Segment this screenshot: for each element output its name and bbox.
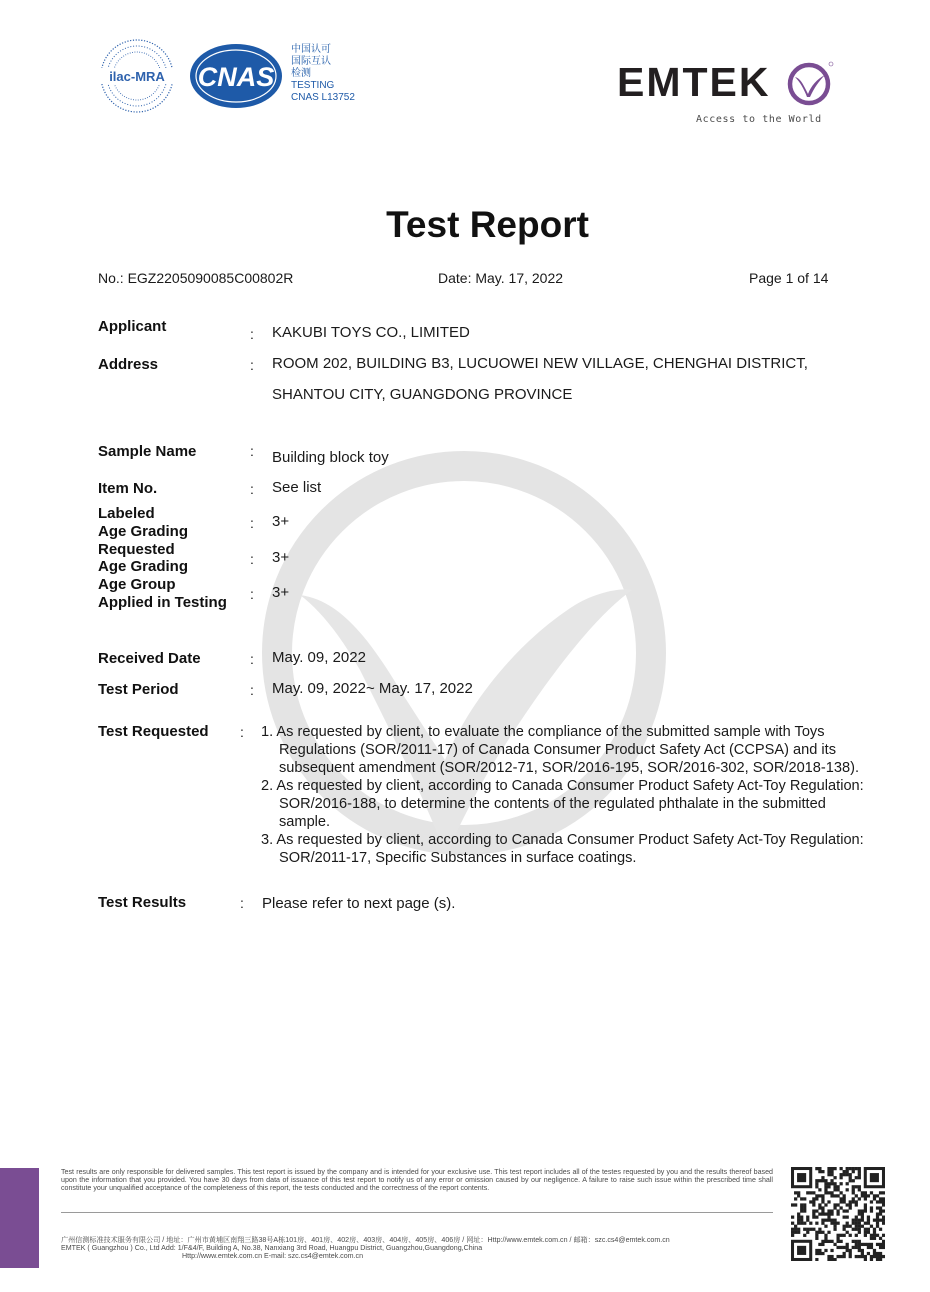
test-requested-item: 3. As requested by client, according to Canada Consumer Product Safety Act-Toy Regulation: SOR/2011-17, Specific Substances in surface coatings. <box>261 832 864 866</box>
footer-brand-bar <box>0 1168 39 1268</box>
applicant-value: KAKUBI TOYS CO., LIMITED <box>272 324 470 341</box>
emtek-logo-text: EMTEK <box>617 59 771 105</box>
address-label: Address <box>98 356 159 373</box>
emtek-check-icon <box>786 60 834 108</box>
footer-disclaimer: Test results are only responsible for delivered samples. This test report is issued by the company and is intended for your exclusive use. This test report includes all of the testes requested by you and the results thereof based upon the information that you provided. You have 30 days from data of issuance of this test report to notify us of any error or omission caused by our negligence. A failure to raise such issue within the prescribed time shall constitute your unqualified acceptance of the completeness of this report, the tests conducted and the correctness of the report contents. <box>61 1168 773 1193</box>
sample-name-label: Sample Name <box>98 443 197 460</box>
colon: : <box>250 586 254 602</box>
test-period-label: Test Period <box>98 681 179 698</box>
requested-age-value: 3+ <box>272 549 290 566</box>
ilac-mra-logo <box>97 37 177 115</box>
report-title: Test Report <box>386 204 589 245</box>
requested-age-label-1: Requested <box>98 541 175 558</box>
footer-address-en: EMTEK ( Guangzhou ) Co., Ltd Add: 1/F&4/F, Building A, No.38, Nanxiang 3rd Road, Huangpu District, Guangzhou,Guangdong,China <box>61 1244 483 1253</box>
test-requested-label: Test Requested <box>98 723 209 740</box>
qr-code <box>791 1167 885 1261</box>
cnas-line: 国际互认 <box>291 56 331 67</box>
age-group-label-1: Age Group <box>98 576 176 593</box>
footer-address <box>61 1236 670 1261</box>
colon: : <box>250 551 254 567</box>
colon: : <box>240 724 244 740</box>
footer-web-email: Http://www.emtek.com.cn E-mail: szc.cs4@emtek.com.cn <box>182 1252 364 1261</box>
test-period-value: May. 09, 2022~ May. 17, 2022 <box>272 680 473 697</box>
requested-age-label-2: Age Grading <box>98 558 189 575</box>
test-requested-item: 2. As requested by client, according to Canada Consumer Product Safety Act-Toy Regulation: SOR/2016-188, to determine the contents of the regulated phthalate in the submitted sample. <box>261 778 864 830</box>
cnas-logo <box>188 42 284 110</box>
footer-divider <box>61 1212 773 1213</box>
labeled-age-label-1: Labeled <box>98 505 155 522</box>
sample-name-value: Building block toy <box>272 449 389 466</box>
ilac-text: ilac-MRA <box>109 69 165 84</box>
cnas-accreditation-text <box>291 44 355 104</box>
item-no-label: Item No. <box>98 480 158 497</box>
address-line-1: ROOM 202, BUILDING B3, LUCUOWEI NEW VILLAGE, CHENGHAI DISTRICT, <box>272 355 808 372</box>
cnas-line: CNAS L13752 <box>291 92 355 103</box>
labeled-age-value: 3+ <box>272 513 290 530</box>
test-results-label: Test Results <box>98 894 187 911</box>
colon: : <box>250 682 254 698</box>
received-date-value: May. 09, 2022 <box>272 649 366 666</box>
cnas-line: 检测 <box>291 68 311 79</box>
test-requested-list <box>261 723 871 867</box>
colon: : <box>250 515 254 531</box>
report-number: No.: EGZ2205090085C00802R <box>98 270 294 286</box>
emtek-tagline: Access to the World <box>696 114 822 125</box>
age-group-value: 3+ <box>272 584 290 601</box>
test-results-value: Please refer to next page (s). <box>262 895 456 912</box>
colon: : <box>250 357 254 373</box>
labeled-age-label-2: Age Grading <box>98 523 189 540</box>
report-date: Date: May. 17, 2022 <box>438 270 564 286</box>
cnas-line: 中国认可 <box>291 44 331 55</box>
colon: : <box>250 326 254 342</box>
received-date-label: Received Date <box>98 650 201 667</box>
cnas-text: CNAS <box>197 62 275 92</box>
page-number: Page 1 of 14 <box>749 270 829 286</box>
address-line-2: SHANTOU CITY, GUANGDONG PROVINCE <box>272 386 573 403</box>
test-requested-item: 1. As requested by client, to evaluate the compliance of the submitted sample with Toys Regulations (SOR/2011-17) of Canada Consumer Product Safety Act (CCPSA) and its subsequent amendment (SOR/2012-71, SOR/2016-195, SOR/2016-302, SOR/2018-138). <box>261 724 860 776</box>
colon: : <box>250 481 254 497</box>
colon: : <box>240 895 244 911</box>
applicant-label: Applicant <box>98 318 167 335</box>
item-no-value: See list <box>272 479 322 496</box>
colon: : <box>250 651 254 667</box>
age-group-label-2: Applied in Testing <box>98 594 227 611</box>
colon: : <box>250 443 254 459</box>
cnas-line: TESTING <box>291 80 335 91</box>
footer-address-cn: 广州信测标准技术服务有限公司 / 地址：广州市黄埔区南翔三路38号A栋101房、401房、402房、403房、404房、405房、406房 / 网址：Http://www.emtek.com.cn / 邮箱：szc.cs4@emtek.com.cn <box>61 1236 670 1244</box>
